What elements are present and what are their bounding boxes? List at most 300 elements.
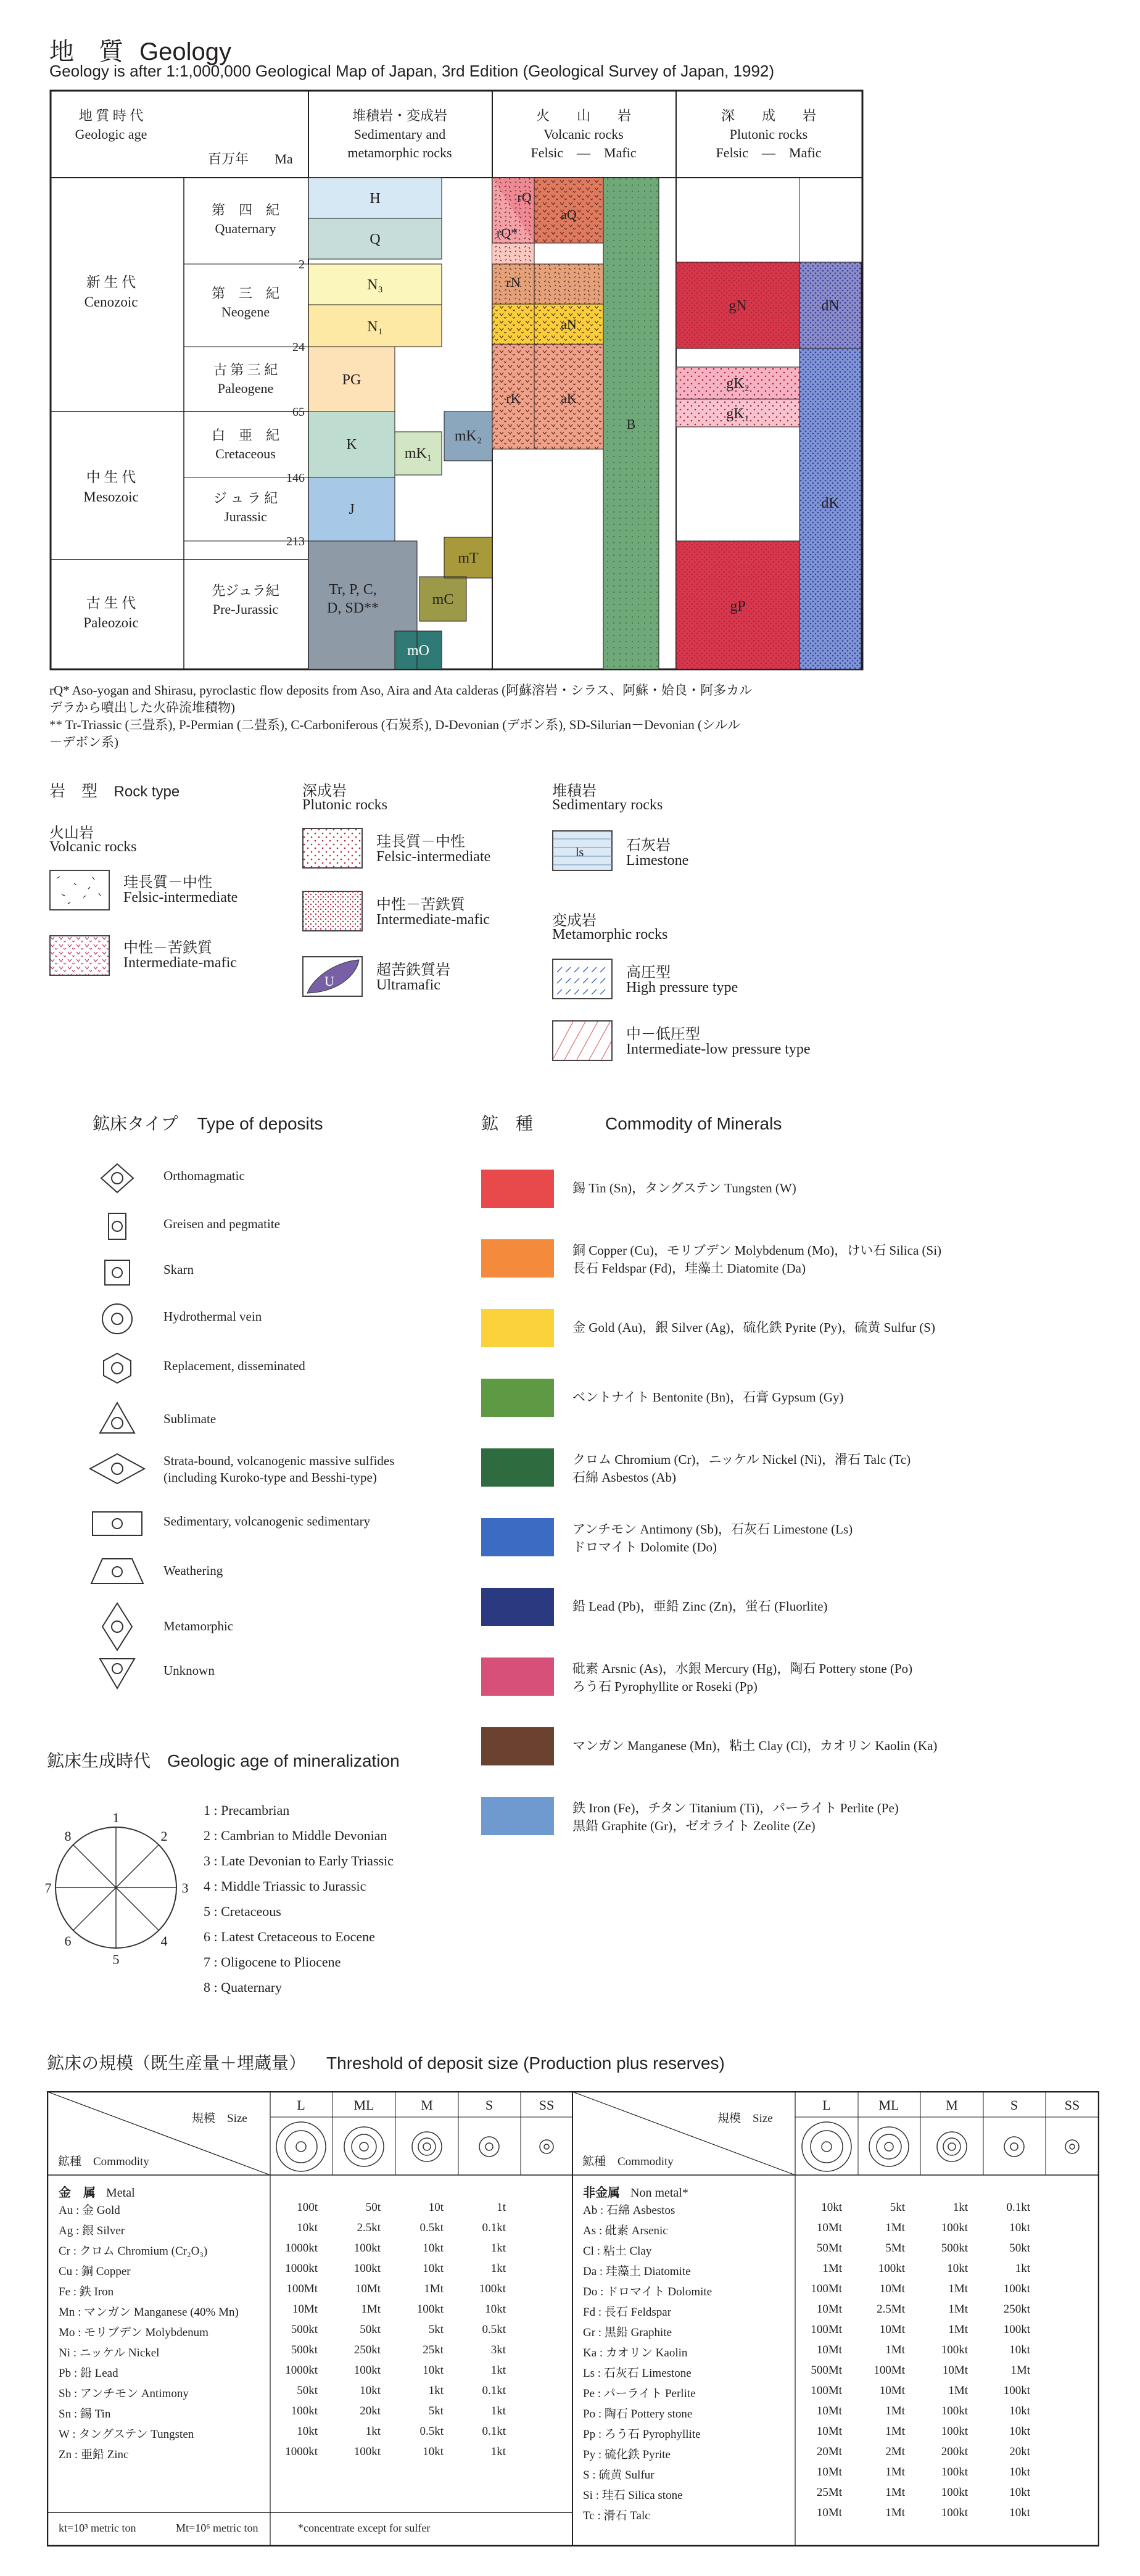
commodity-name: Po : 陶石 Pottery stone (583, 2408, 693, 2421)
threshold-value: 100kt (353, 2242, 381, 2255)
era-cenozoic-en: Cenozoic (84, 294, 138, 310)
hdr-ma-jp: 百万年 (207, 151, 249, 167)
commodity-row-5 (481, 1518, 1098, 1555)
commodity-name: As : 砒素 Arsenic (583, 2224, 668, 2237)
commodity-name: Mn : マンガン Manganese (40% Mn) (59, 2306, 239, 2319)
greisen-icon (93, 1211, 142, 1242)
threshold-value: 10kt (297, 2221, 318, 2234)
threshold-value: 100kt (1003, 2323, 1030, 2336)
threshold-value: 500kt (941, 2242, 968, 2255)
threshold-value: 2Mt (885, 2445, 905, 2458)
commodity-heading-en: Commodity of Minerals (605, 1114, 782, 1133)
hdr-plu-en: Plutonic rocks (729, 126, 808, 142)
threshold-value: 50kt (297, 2384, 318, 2397)
threshold-value: 10kt (1009, 2506, 1030, 2519)
threshold-value: 10Mt (816, 2506, 842, 2519)
limestone-jp: 石灰岩 (626, 838, 671, 854)
commodity-row-2 (481, 1309, 1098, 1346)
threshold-value: 10Mt (816, 2405, 842, 2417)
threshold-value: 1Mt (885, 2425, 905, 2438)
unit-dK: dK (821, 495, 840, 511)
age-item: 6 : Latest Cretaceous to Eocene (204, 1929, 375, 1944)
deposit-greisen (49, 1211, 481, 1236)
deposit-unknown (49, 1656, 481, 1681)
era-mesozoic-jp: 中 生 代 (86, 469, 136, 485)
mineral-age-list (204, 1802, 481, 2006)
note-2b: －デボン系) (49, 735, 118, 749)
metal-heading-en: Metal (106, 2186, 135, 2200)
volcanic-felsic-jp: 珪長質－中性 (123, 875, 212, 891)
wheel-number-4: 4 (160, 1933, 168, 1949)
size-table-row (583, 2466, 1095, 2482)
age-item: 3 : Late Devonian to Early Triassic (204, 1853, 394, 1868)
commodity-text (572, 1242, 941, 1278)
unit-mC: mC (432, 592, 454, 608)
wheel-number-3: 3 (181, 1880, 189, 1896)
unit-rN: rN (506, 275, 521, 290)
threshold-value: 1kt (428, 2384, 444, 2397)
threshold-value: 1kt (952, 2201, 968, 2214)
ma-tick-24: 24 (292, 341, 305, 354)
swatch-volcanic-felsic (49, 870, 110, 910)
nonmetal-heading-jp: 非金属 (583, 2186, 620, 2200)
deposit-label: Skarn (163, 1262, 194, 1277)
threshold-value: 10Mt (816, 2343, 842, 2356)
commodity-line1: アンチモン Antimony (Sb)，石灰石 Limestone (Ls) (572, 1522, 853, 1537)
size-label-left: 規模 Size (192, 2112, 247, 2125)
size-S-left: S (485, 2097, 494, 2113)
commodity-name: Py : 硫化鉄 Pyrite (583, 2448, 671, 2461)
threshold-value: 10Mt (879, 2282, 905, 2295)
age-item: 1 : Precambrian (204, 1802, 290, 1818)
commodity-text (572, 1319, 935, 1337)
threshold-value: 1t (497, 2201, 506, 2214)
threshold-value: 5Mt (885, 2242, 905, 2255)
threshold-value: 1Mt (948, 2384, 968, 2397)
commodity-text (572, 1799, 899, 1835)
threshold-value: 0.1kt (482, 2221, 506, 2234)
threshold-value: 100kt (878, 2262, 905, 2275)
size-ML-right: ML (878, 2097, 899, 2113)
low-pressure-en: Intermediate-low pressure type (626, 1041, 811, 1057)
deposit-label: Sublimate (163, 1411, 217, 1426)
footnote-kt: kt=10³ metric ton (59, 2522, 136, 2534)
threshold-value: 100kt (353, 2364, 381, 2377)
deposit-size-footnotes (59, 2522, 430, 2535)
threshold-value: 1kt (365, 2425, 381, 2438)
era-mesozoic-en: Mesozoic (83, 489, 139, 505)
skarn-icon (93, 1257, 142, 1287)
threshold-value: 1Mt (948, 2323, 968, 2336)
threshold-value: 10kt (360, 2384, 381, 2397)
size-table-row (59, 2242, 571, 2258)
commodity-line1: 鉛 Lead (Pb)，亜鉛 Zinc (Zn)，蛍石 (Fluorlite) (572, 1599, 828, 1614)
size-table-row (583, 2445, 1095, 2462)
deposit-size-heading (47, 2050, 725, 2074)
commodity-name: S : 硫黄 Sulfur (583, 2469, 655, 2482)
deposit-replacement (49, 1352, 481, 1376)
threshold-value: 20Mt (816, 2445, 842, 2458)
period-neogene-en: Neogene (221, 304, 270, 320)
threshold-value: 20kt (1009, 2445, 1030, 2458)
threshold-value: 1Mt (885, 2343, 905, 2356)
threshold-value: 0.5kt (482, 2323, 506, 2336)
hdr-sed-en2: metamorphic rocks (347, 145, 452, 160)
hdr-plu-scale: Felsic — Mafic (716, 145, 822, 160)
swatch-plutonic-mafic (302, 891, 363, 931)
commodity-row-1 (481, 1239, 1098, 1276)
wheel-number-7: 7 (44, 1880, 52, 1896)
commodity-name: Tc : 滑石 Talc (583, 2509, 650, 2522)
volcanic-mafic-en: Intermediate-mafic (123, 955, 237, 971)
rock-sed-meta-group (552, 778, 898, 1075)
threshold-value: 100Mt (874, 2364, 905, 2377)
plutonic-heading-jp: 深成岩 (302, 783, 347, 799)
threshold-value: 10Mt (942, 2364, 968, 2377)
commodity-name: Mo : モリブデン Molybdenum (59, 2326, 209, 2339)
footnote-mt: Mt=10⁶ metric ton (176, 2522, 258, 2534)
threshold-value: 0.1kt (482, 2425, 506, 2438)
commodity-name: Fd : 長石 Feldspar (583, 2306, 672, 2319)
size-table-row (59, 2343, 571, 2360)
volcanic-mafic-jp: 中性－苦鉄質 (123, 940, 212, 956)
threshold-value: 3kt (490, 2343, 506, 2356)
commodity-name: Da : 珪藻土 Diatomite (583, 2265, 691, 2278)
geology-subtitle: Geology is after 1:1,000,000 Geological Map of Japan, 3rd Edition (Geological Survey of Japan, 1992) (49, 62, 775, 80)
hdr-plu-jp: 深 成 岩 (721, 108, 817, 123)
size-table-row (59, 2384, 571, 2401)
threshold-value: 100kt (479, 2282, 506, 2295)
threshold-value: 250kt (353, 2343, 381, 2356)
threshold-value: 1Mt (885, 2466, 905, 2479)
commodity-name: Ls : 石灰石 Limestone (583, 2367, 692, 2380)
deposit-label (163, 1453, 394, 1486)
threshold-value: 10kt (423, 2445, 444, 2458)
commodity-name: Cu : 銅 Copper (59, 2265, 131, 2278)
commodity-heading (481, 1110, 782, 1135)
threshold-value: 10kt (1009, 2343, 1030, 2356)
plutonic-mafic-jp: 中性－苦鉄質 (376, 897, 465, 913)
unit-N3: N₃ (367, 277, 383, 293)
volcanic-heading-en: Volcanic rocks (49, 839, 137, 855)
deposit-skarn (49, 1257, 481, 1281)
metal-table (59, 2182, 571, 2516)
wheel-number-1: 1 (112, 1810, 120, 1825)
commodity-line1: 錫 Tin (Sn)，タングステン Tungsten (W) (572, 1181, 796, 1195)
ma-tick-146: 146 (286, 471, 305, 485)
threshold-value: 10kt (297, 2425, 318, 2438)
commodity-swatch (481, 1797, 554, 1835)
threshold-value: 10kt (1009, 2425, 1030, 2438)
commodity-line1: クロム Chromium (Cr)，ニッケル Nickel (Ni)，滑石 Talc (Tc) (572, 1452, 911, 1467)
threshold-value: 1Mt (885, 2221, 905, 2234)
size-table-row (583, 2405, 1095, 2421)
threshold-value: 100kt (941, 2343, 968, 2356)
unit-N1: N₁ (367, 319, 383, 335)
unit-Tr1: Tr, P, C, (329, 582, 377, 598)
wheel-number-2: 2 (160, 1828, 168, 1844)
size-L-right: L (822, 2097, 831, 2113)
threshold-value: 500kt (291, 2343, 318, 2356)
deposit-type-list (49, 1163, 494, 1687)
deposit-weathering (49, 1555, 481, 1580)
period-cretaceous-jp: 白 亜 紀 (211, 427, 280, 443)
size-label-right: 規模 Size (717, 2112, 773, 2125)
threshold-value: 1Mt (948, 2282, 968, 2295)
deposit-orthomagmatic (49, 1163, 481, 1187)
threshold-value: 10kt (1009, 2405, 1030, 2417)
period-jurassic-jp: ジ ュ ラ 紀 (213, 490, 278, 506)
threshold-value: 100kt (291, 2405, 318, 2417)
unit-rQ: rQ (517, 189, 532, 205)
threshold-value: 100Mt (286, 2282, 318, 2295)
unit-B: B (626, 416, 636, 432)
deposit-label: Hydrothermal vein (163, 1309, 262, 1324)
threshold-value: 1Mt (885, 2486, 905, 2499)
ma-tick-2: 2 (299, 258, 305, 271)
threshold-value: 250kt (1003, 2303, 1030, 2316)
threshold-value: 10kt (821, 2201, 842, 2214)
threshold-value: 1000kt (285, 2364, 318, 2377)
commodity-row-0 (481, 1170, 1098, 1207)
commodity-line2: ドロマイト Dolomite (Do) (572, 1540, 717, 1554)
unit-mK1: mK₁ (404, 445, 432, 461)
size-table-row (583, 2425, 1095, 2442)
commodity-swatch (481, 1518, 554, 1556)
deposit-size-heading-en: Threshold of deposit size (Production plus reserves) (326, 2054, 725, 2073)
threshold-value: 25Mt (816, 2486, 842, 2499)
threshold-value: 10Mt (816, 2303, 842, 2316)
threshold-value: 100kt (1003, 2384, 1030, 2397)
threshold-value: 10kt (423, 2262, 444, 2275)
commodity-line2: 黒鉛 Graphite (Gr)，ゼオライト Zeolite (Ze) (572, 1818, 816, 1833)
note-1: rQ* Aso-yogan and Shirasu, pyroclastic flow deposits from Aso, Aira and Ata calderas (阿蘇溶岩・シラス、阿蘇・姶良・阿多カル (49, 683, 753, 698)
deposit-label: Metamorphic (163, 1619, 234, 1633)
sedimentary-heading-en: Sedimentary rocks (552, 797, 663, 813)
age-item: 2 : Cambrian to Middle Devonian (204, 1828, 387, 1843)
threshold-value: 1kt (490, 2242, 506, 2255)
commodity-row-4 (481, 1448, 1098, 1485)
commodity-name: Pp : ろう石 Pyrophyllite (583, 2428, 701, 2441)
commodity-swatch (481, 1448, 554, 1487)
size-table-row (583, 2323, 1095, 2340)
threshold-value: 0.1kt (482, 2384, 506, 2397)
commodity-line1: 砒素 Arsnic (As)，水銀 Mercury (Hg)，陶石 Pottery stone (Po) (572, 1661, 913, 1676)
period-paleogene-jp: 古 第 三 紀 (213, 362, 278, 378)
deposit-sublimate (49, 1401, 481, 1426)
size-SS-left: SS (539, 2097, 555, 2113)
strata-line2: (including Kuroko-type and Besshi-type) (163, 1470, 377, 1485)
commodity-name: Zn : 亜鉛 Zinc (59, 2448, 129, 2461)
threshold-value: 10Mt (879, 2384, 905, 2397)
threshold-value: 1kt (490, 2445, 506, 2458)
deposit-label: Orthomagmatic (163, 1168, 245, 1183)
strata-bound-icon (86, 1451, 148, 1486)
threshold-value: 0.5kt (419, 2221, 444, 2234)
threshold-value: 5kt (890, 2201, 905, 2214)
threshold-value: 500kt (291, 2323, 318, 2336)
deposit-label: Weathering (163, 1563, 223, 1578)
rock-volcanic-group (49, 820, 296, 1005)
limestone-box-label: ls (576, 846, 584, 859)
threshold-value: 1kt (490, 2262, 506, 2275)
threshold-value: 25kt (423, 2343, 444, 2356)
nonmetal-table (583, 2182, 1095, 2546)
ma-tick-65: 65 (292, 405, 305, 419)
low-pressure-jp: 中－低圧型 (626, 1026, 700, 1042)
threshold-value: 5kt (428, 2323, 444, 2336)
period-paleogene-en: Paleogene (217, 381, 274, 396)
threshold-value: 100kt (941, 2425, 968, 2438)
threshold-value: 10Mt (355, 2282, 381, 2295)
deposits-heading (93, 1110, 323, 1135)
limestone-en: Limestone (626, 852, 689, 869)
replacement-icon (93, 1352, 142, 1385)
threshold-value: 100kt (941, 2506, 968, 2519)
threshold-value: 100kt (1003, 2282, 1030, 2295)
period-neogene-jp: 第 三 紀 (211, 286, 280, 301)
size-table-row (583, 2282, 1095, 2299)
threshold-value: 100kt (353, 2262, 381, 2275)
deposit-size-heading-jp: 鉱床の規模（既生産量＋埋蔵量） (47, 2054, 307, 2073)
size-S-right: S (1010, 2097, 1018, 2113)
commodity-name: Do : ドロマイト Dolomite (583, 2285, 712, 2298)
threshold-value: 10kt (485, 2303, 506, 2316)
threshold-value: 1000kt (285, 2262, 318, 2275)
unit-mO: mO (407, 643, 429, 659)
swatch-low-pressure (552, 1020, 613, 1061)
high-pressure-en: High pressure type (626, 980, 738, 996)
unit-Tr2: D, SD** (326, 600, 379, 616)
commodity-label-right: 鉱種 Commodity (582, 2155, 674, 2168)
size-table-row (59, 2425, 571, 2442)
size-SS-right: SS (1064, 2097, 1080, 2113)
unit-mK2: mK₂ (454, 428, 482, 444)
size-table-row (59, 2323, 571, 2340)
commodity-name: Pe : パーライト Perlite (583, 2387, 696, 2400)
threshold-value: 10Mt (879, 2323, 905, 2336)
threshold-value: 100Mt (811, 2323, 842, 2336)
threshold-value: 10Mt (292, 2303, 318, 2316)
period-quaternary-jp: 第 四 紀 (211, 202, 280, 218)
unit-H: H (370, 191, 381, 207)
commodity-line1: 金 Gold (Au)，銀 Silver (Ag)，硫化鉄 Pyrite (Py)，硫黄 Sulfur (S) (572, 1320, 935, 1335)
commodity-label-left: 鉱種 Commodity (58, 2155, 149, 2168)
period-quaternary-en: Quaternary (215, 221, 276, 236)
size-table-row (583, 2201, 1095, 2218)
size-table-row (59, 2262, 571, 2279)
threshold-value: 2.5kt (357, 2221, 381, 2234)
commodity-name: Ag : 銀 Silver (59, 2224, 125, 2237)
deposits-heading-en: Type of deposits (197, 1114, 323, 1133)
threshold-value: 1Mt (361, 2303, 381, 2316)
unit-rK: rK (506, 390, 521, 406)
mineral-age-wheel (37, 1807, 197, 1968)
commodity-line2: ろう石 Pyrophyllite or Roseki (Pp) (572, 1679, 758, 1694)
threshold-value: 100kt (416, 2303, 444, 2316)
commodity-row-8 (481, 1727, 1098, 1764)
unit-gN: gN (729, 298, 747, 314)
threshold-value: 100kt (941, 2466, 968, 2479)
commodity-name: W : タングステン Tungsten (59, 2428, 194, 2441)
deposits-heading-jp: 鉱床タイプ (93, 1115, 178, 1134)
unit-K: K (346, 437, 357, 453)
wheel-number-6: 6 (64, 1933, 72, 1949)
unit-PG: PG (342, 372, 361, 388)
hdr-ma-en: Ma (275, 151, 293, 167)
commodity-name: Sn : 錫 Tin (59, 2408, 111, 2421)
commodity-row-9 (481, 1797, 1098, 1834)
commodity-line2: 石綿 Asbestos (Ab) (572, 1470, 676, 1485)
size-table-row (583, 2242, 1095, 2258)
commodity-swatch (481, 1170, 554, 1208)
commodity-line2: 長石 Feldspar (Fd)，珪藻土 Diatomite (Da) (572, 1261, 806, 1276)
deposit-label: Unknown (163, 1663, 215, 1678)
age-item: 5 : Cretaceous (204, 1904, 281, 1919)
threshold-value: 1Mt (822, 2262, 842, 2275)
commodity-row-6 (481, 1588, 1098, 1625)
threshold-value: 100Mt (811, 2384, 842, 2397)
threshold-value: 10kt (1009, 2486, 1030, 2499)
plutonic-felsic-en: Felsic-intermediate (376, 849, 491, 865)
threshold-value: 1Mt (1010, 2364, 1030, 2377)
size-table-row (59, 2445, 571, 2462)
unit-J: J (349, 502, 355, 518)
commodity-text (572, 1179, 796, 1197)
threshold-value: 100kt (353, 2445, 381, 2458)
ultramafic-en: Ultramafic (376, 977, 440, 993)
ma-tick-213: 213 (286, 535, 305, 548)
mineral-age-heading-en: Geologic age of mineralization (167, 1751, 400, 1770)
threshold-value: 1kt (490, 2405, 506, 2417)
unit-Q: Q (370, 231, 381, 247)
threshold-value: 1000kt (285, 2445, 318, 2458)
commodity-text (572, 1737, 937, 1755)
size-table-row (59, 2364, 571, 2380)
commodity-name: Cl : 粘土 Clay (583, 2245, 652, 2258)
commodity-name: Si : 珪石 Silica stone (583, 2489, 683, 2502)
sedimentary-heading-jp: 堆積岩 (552, 783, 597, 799)
threshold-value: 10kt (1009, 2466, 1030, 2479)
commodity-line1: 鉄 Iron (Fe)，チタン Titanium (Ti)，パーライト Perlite (Pe) (572, 1801, 899, 1815)
threshold-value: 100kt (941, 2486, 968, 2499)
metal-rows (59, 2201, 571, 2491)
strata-line1: Strata-bound, volcanogenic massive sulfides (163, 1453, 395, 1468)
swatch-ultramafic (302, 956, 363, 997)
threshold-value: 1Mt (948, 2303, 968, 2316)
threshold-value: 100Mt (811, 2282, 842, 2295)
threshold-value: 1Mt (885, 2405, 905, 2417)
sedimentary-icon (86, 1508, 148, 1539)
commodity-text (572, 1660, 912, 1696)
threshold-value: 10kt (947, 2262, 968, 2275)
geology-notes (49, 682, 752, 751)
threshold-value: 100t (297, 2201, 318, 2214)
commodity-row-3 (481, 1379, 1098, 1416)
commodity-name: Sb : アンチモン Antimony (59, 2387, 189, 2400)
hdr-age-jp: 地 質 時 代 (78, 108, 144, 123)
threshold-value: 10kt (423, 2364, 444, 2377)
commodity-name: Ab : 石綿 Asbestos (583, 2204, 675, 2217)
weathering-icon (86, 1555, 148, 1587)
threshold-value: 1kt (1015, 2262, 1030, 2275)
deposit-hydrothermal (49, 1302, 481, 1327)
unit-aK: aK (561, 390, 577, 406)
deposit-label: Replacement, disseminated (163, 1358, 305, 1373)
size-table-row (583, 2384, 1095, 2401)
threshold-value: 10Mt (816, 2425, 842, 2438)
hdr-vol-jp: 火 山 岩 (535, 108, 632, 123)
